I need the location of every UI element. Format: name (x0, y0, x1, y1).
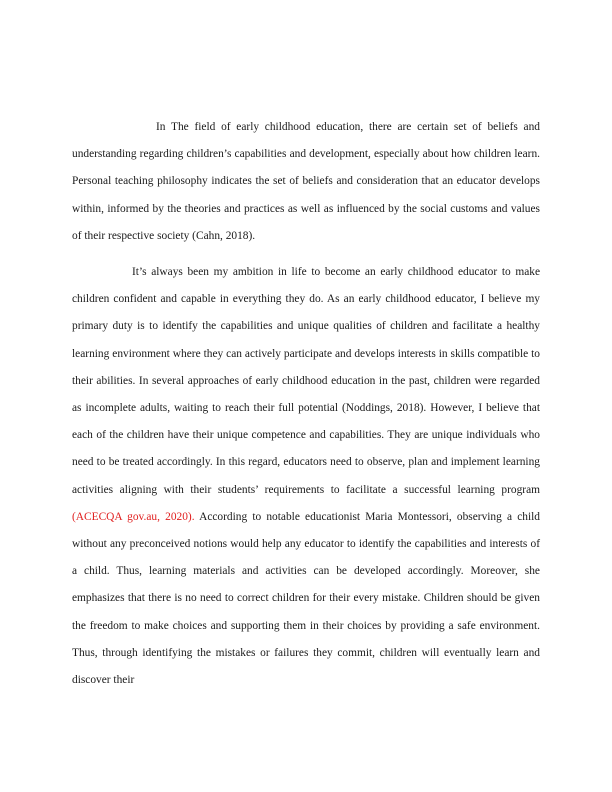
citation-acecqa: (ACECQA gov.au, 2020). (72, 510, 195, 523)
paragraph-2-continuation: According to notable educationist Maria Montessori, observing a child without any preconceived notions would help any educator to identify the capabilities and interests of a child. Thus, learning materials and activities can be developed accordingly. Moreover, she emphasizes that there is no need to correct children for their every mistake. Children should be given the freedom to make choices and supporting them in their choices by providing a safe environment. Thus, through identifying the mistakes or failures they commit, children will eventually learn and discover their (72, 510, 540, 687)
paragraph-1: In The field of early childhood education, there are certain set of beliefs and understanding regarding children’s capabilities and development, especially about how children learn. Personal teaching philosophy indicates the set of beliefs and consideration that an educator develops within, informed by the theories and practices as well as influenced by the social customs and values of their respective society (Cahn, 2018). (72, 121, 540, 242)
paragraph-2-text: It’s always been my ambition in life to become an early childhood educator to make children confident and capable in everything they do. As an early childhood educator, I believe my primary duty is to identify the capabilities and unique qualities of children and facilitate a healthy learning environment where they can actively participate and develops interests in skills compatible to their abilities. In several approaches of early childhood education in the past, children were regarded as incomplete adults, waiting to reach their full potential (Noddings, 2018). However, I believe that each of the children have their unique competence and capabilities. They are unique individuals who need to be treated accordingly. In this regard, educators need to observe, plan and implement learning activities aligning with their students’ requirements to facilitate a successful learning program (72, 266, 540, 496)
paragraph-2 (72, 259, 540, 694)
